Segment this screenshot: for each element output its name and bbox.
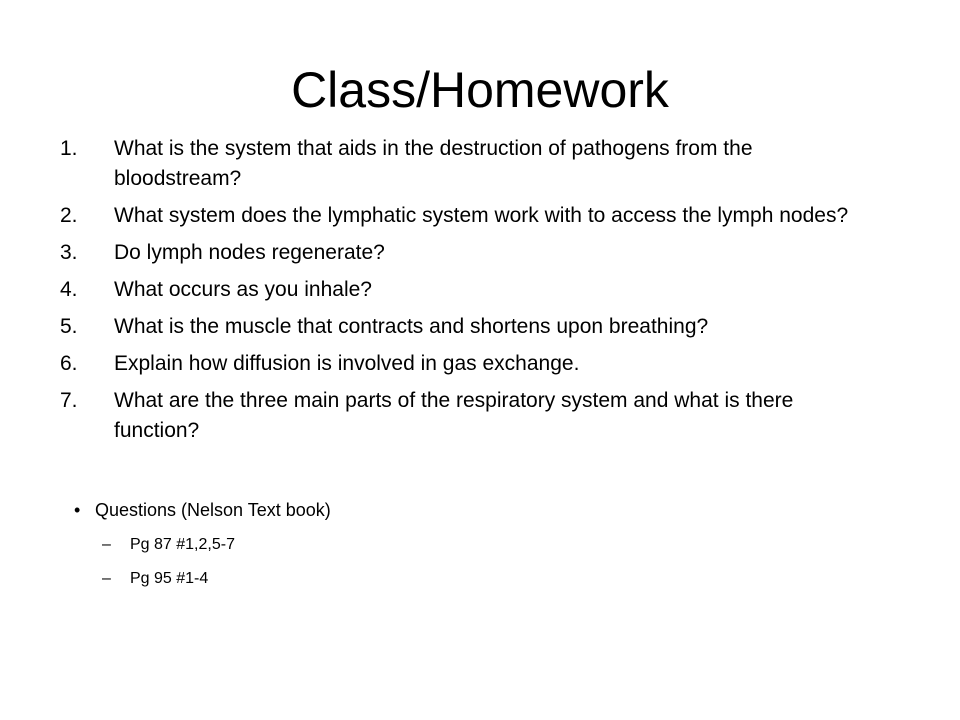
question-item [60,312,880,342]
question-text: What is the muscle that contracts and shortens upon breathing? [114,315,709,338]
slide-title: Class/Homework [291,62,669,118]
question-number: 6. [60,352,78,375]
bullet-text: Questions (Nelson Text book) [95,500,331,520]
question-number: 2. [60,204,78,227]
question-text: What are the three main parts of the respiratory system and what is there function? [114,389,794,442]
question-number: 1. [60,137,78,160]
question-number: 4. [60,278,78,301]
question-item [60,134,880,194]
question-item [60,349,880,379]
sub-bullet-item [74,567,874,591]
question-number: 3. [60,241,78,264]
question-item [60,201,880,231]
question-text: Explain how diffusion is involved in gas exchange. [114,352,580,375]
question-item [60,275,880,305]
question-text: What is the system that aids in the destruction of pathogens from the bloodstream? [114,137,753,190]
question-item [60,386,880,446]
sub-bullet-item [74,533,874,557]
question-list [60,134,880,453]
sub-bullet-text: Pg 87 #1,2,5-7 [130,536,235,553]
question-text: What system does the lymphatic system work with to access the lymph nodes? [114,204,849,227]
question-text: What occurs as you inhale? [114,278,372,301]
question-text: Do lymph nodes regenerate? [114,241,385,264]
bullet-item [74,497,874,523]
textbook-questions-block [74,497,874,591]
question-number: 5. [60,315,78,338]
dash-icon: – [102,536,111,553]
question-number: 7. [60,389,78,412]
sub-bullet-text: Pg 95 #1-4 [130,570,209,587]
bullet-icon: • [74,500,81,520]
question-item [60,238,880,268]
dash-icon: – [102,570,111,587]
